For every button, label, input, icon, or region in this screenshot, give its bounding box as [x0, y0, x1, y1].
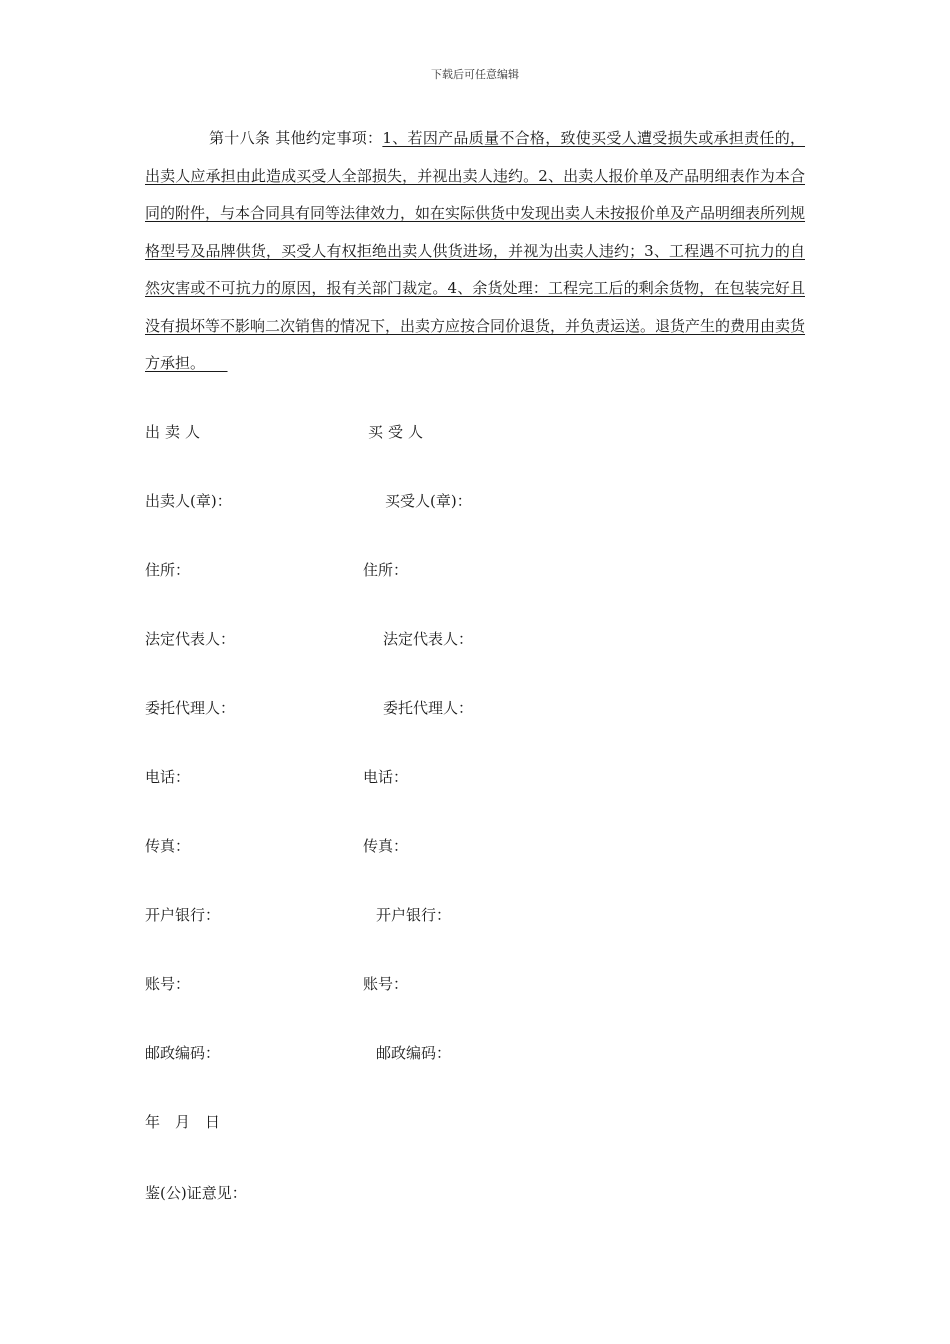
- seller-legal-rep-label: 法定代表人：: [145, 630, 236, 648]
- seller-title: 出卖人: [145, 423, 206, 441]
- buyer-account-label: 账号：: [363, 975, 409, 993]
- seller-account-label: 账号：: [145, 975, 191, 993]
- seller-bank-label: 开户银行：: [145, 906, 221, 924]
- clause-heading: 第十八条 其他约定事项：: [209, 129, 383, 147]
- buyer-phone-label: 电话：: [363, 768, 409, 786]
- seller-fax-label: 传真：: [145, 837, 191, 855]
- seller-seal-label: 出卖人(章)：: [145, 492, 232, 510]
- seller-postcode-label: 邮政编码：: [145, 1044, 221, 1062]
- buyer-address-label: 住所：: [363, 561, 409, 579]
- clause-body: 1、若因产品质量不合格，致使买受人遭受损失或承担责任的，出卖人应承担由此造成买受人全部损失，并视出卖人违约。2、出卖人报价单及产品明细表作为本合同的附件，与本合同具有同等法律效力，如在实际供货中发现出卖人未按报价单及产品明细表所列规格型号及品牌供货，买受人有权拒绝出卖人供货进场，并视为出卖人违约；3、工程遇不可抗力的自然灾害或不可抗力的原因，报有关部门裁定。4、余货处理：工程完工后的剩余货物，在包装完好且没有损坏等不影响二次销售的情况下，出卖方应按合同价退货，并负责运送。退货产生的费用由卖货方承担。: [145, 129, 806, 372]
- buyer-agent-label: 委托代理人：: [383, 699, 474, 717]
- seller-address-label: 住所：: [145, 561, 191, 579]
- date-line: 年 月 日: [145, 1113, 221, 1131]
- seller-phone-label: 电话：: [145, 768, 191, 786]
- buyer-bank-label: 开户银行：: [376, 906, 452, 924]
- buyer-legal-rep-label: 法定代表人：: [383, 630, 474, 648]
- buyer-fax-label: 传真：: [363, 837, 409, 855]
- buyer-postcode-label: 邮政编码：: [376, 1044, 452, 1062]
- clause-18: [145, 120, 805, 383]
- buyer-title: 买受人: [368, 423, 429, 441]
- notary-opinion-label: 鉴(公)证意见：: [145, 1184, 247, 1202]
- seller-agent-label: 委托代理人：: [145, 699, 236, 717]
- buyer-seal-label: 买受人(章)：: [385, 492, 472, 510]
- header-note: 下载后可任意编辑: [431, 68, 519, 81]
